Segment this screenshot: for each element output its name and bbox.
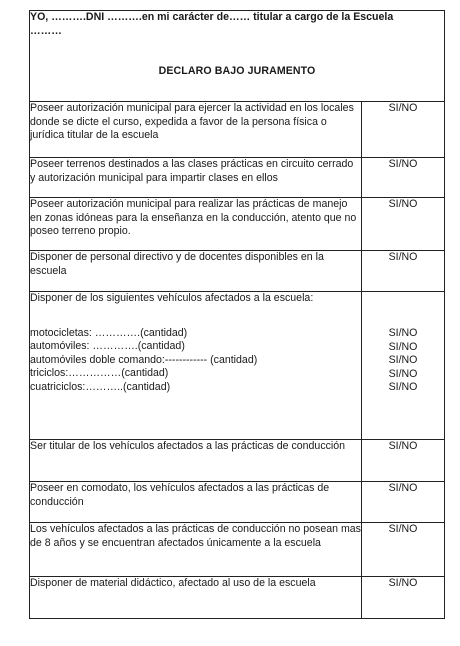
answer-quadricycles: SI/NO xyxy=(388,381,418,394)
answer-cell: SI/NO xyxy=(362,158,445,198)
vehicles-list xyxy=(30,327,361,395)
header-row xyxy=(30,11,445,102)
requirement-text: Poseer autorización municipal para ejercer la actividad en los locales donde se dicte el curso, expedida a favor de la persona física o jurídica titular de la escuela xyxy=(30,102,362,158)
answer-cell: SI/NO xyxy=(362,523,445,577)
declaration-form-table xyxy=(29,10,445,619)
vehicles-answers xyxy=(362,292,444,395)
answer-cell: SI/NO xyxy=(362,482,445,523)
header-line-1: YO, ……….DNI ……….en mi carácter de…… titular a cargo de la Escuela xyxy=(30,11,394,23)
vehicles-intro: Disponer de los siguientes vehículos afectados a la escuela: xyxy=(30,292,314,304)
table-row xyxy=(30,198,445,251)
vehicle-item-quadricycles: cuatriciclos:………..(cantidad) xyxy=(30,380,171,393)
answer-cell: SI/NO xyxy=(362,440,445,482)
vehicles-answer-cell xyxy=(362,292,445,440)
answer-cars: SI/NO xyxy=(388,340,418,353)
table-row xyxy=(30,523,445,577)
table-row xyxy=(30,482,445,523)
requirement-text: Ser titular de los vehículos afectados a las prácticas de conducción xyxy=(30,440,362,482)
requirement-text: Poseer autorización municipal para realizar las prácticas de manejo en zonas idóneas para la enseñanza en la conducción, atento que no poseo terreno propio. xyxy=(30,198,362,251)
answer-dual-control-cars: SI/NO xyxy=(388,354,418,367)
table-row xyxy=(30,440,445,482)
answer-cell: SI/NO xyxy=(362,251,445,292)
vehicles-cell xyxy=(30,292,362,440)
requirement-text: Poseer en comodato, los vehículos afectados a las prácticas de conducción xyxy=(30,482,362,523)
answer-cell: SI/NO xyxy=(362,198,445,251)
vehicle-item-dual-control-cars: automóviles doble comando:------------ (cantidad) xyxy=(30,353,258,366)
vehicle-item-motorcycles: motocicletas: ………….(cantidad) xyxy=(30,326,188,339)
table-row xyxy=(30,102,445,158)
requirement-text: Disponer de material didáctico, afectado al uso de la escuela xyxy=(30,577,362,619)
table-row xyxy=(30,158,445,198)
declaration-title: DECLARO BAJO JURAMENTO xyxy=(158,65,316,78)
answer-cell: SI/NO xyxy=(362,577,445,619)
requirement-text: Los vehículos afectados a las prácticas de conducción no posean mas de 8 años y se encuentran afectados únicamente a la escuela xyxy=(30,523,362,577)
answer-cell: SI/NO xyxy=(362,102,445,158)
requirement-text: Poseer terrenos destinados a las clases prácticas en circuito cerrado y autorización municipal para impartir clases en ellos xyxy=(30,158,362,198)
answer-motorcycles: SI/NO xyxy=(388,327,418,339)
header-cell xyxy=(30,11,445,102)
requirement-text: Disponer de personal directivo y de docentes disponibles en la escuela xyxy=(30,251,362,292)
vehicle-item-cars: automóviles: ………….(cantidad) xyxy=(30,340,185,353)
answer-tricycles: SI/NO xyxy=(388,367,418,380)
header-line-2: ……… xyxy=(30,24,62,37)
table-row xyxy=(30,251,445,292)
table-row xyxy=(30,577,445,619)
vehicle-item-tricycles: triciclos:……………(cantidad) xyxy=(30,367,169,380)
vehicles-row xyxy=(30,292,445,440)
